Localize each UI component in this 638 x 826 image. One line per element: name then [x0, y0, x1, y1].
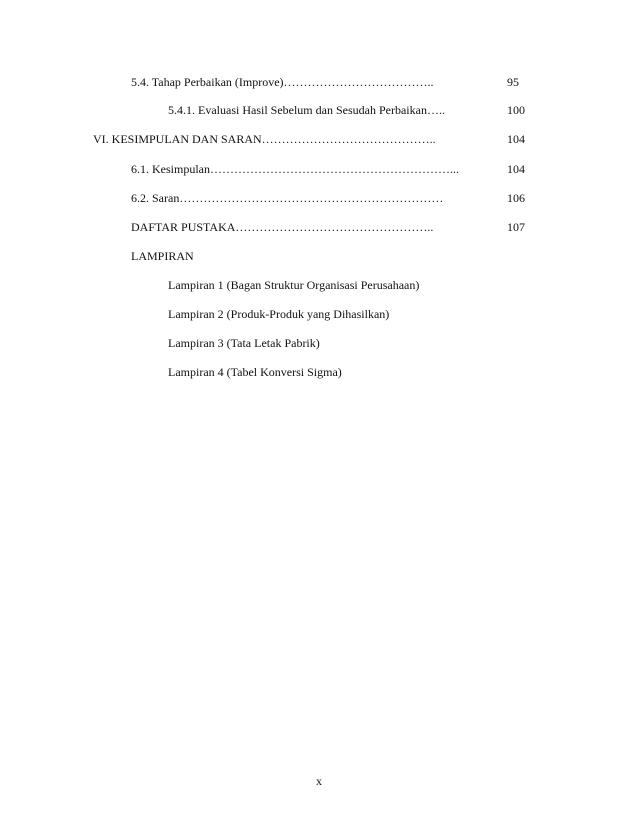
toc-page-number: 95	[507, 75, 519, 89]
toc-entry-5-4-1: 5.4.1. Evaluasi Hasil Sebelum dan Sesudah Perbaikan…..	[168, 103, 445, 117]
toc-entry-lampiran-3: Lampiran 3 (Tata Letak Pabrik)	[168, 336, 320, 350]
toc-page-number: 106	[507, 191, 525, 205]
toc-entry-5-4: 5.4. Tahap Perbaikan (Improve)………………………………..	[131, 75, 434, 89]
page-number: x	[316, 774, 322, 788]
toc-entry-lampiran: LAMPIRAN	[131, 249, 194, 263]
toc-page-number: 107	[507, 220, 525, 234]
toc-entry-chapter-6: VI. KESIMPULAN DAN SARAN……………………………………..	[93, 132, 436, 146]
toc-entry-lampiran-1: Lampiran 1 (Bagan Struktur Organisasi Perusahaan)	[168, 278, 420, 292]
toc-page-number: 104	[507, 132, 525, 146]
toc-entry-lampiran-2: Lampiran 2 (Produk-Produk yang Dihasilkan)	[168, 307, 390, 321]
toc-entry-daftar-pustaka: DAFTAR PUSTAKA…………………………………………..	[131, 220, 434, 234]
toc-page-number: 104	[507, 162, 525, 176]
toc-page-number: 100	[507, 103, 525, 117]
toc-entry-6-1: 6.1. Kesimpulan……………………………………………………...	[131, 162, 459, 176]
toc-entry-6-2: 6.2. Saran…………………………………………………………	[131, 191, 444, 205]
toc-entry-lampiran-4: Lampiran 4 (Tabel Konversi Sigma)	[168, 365, 342, 379]
